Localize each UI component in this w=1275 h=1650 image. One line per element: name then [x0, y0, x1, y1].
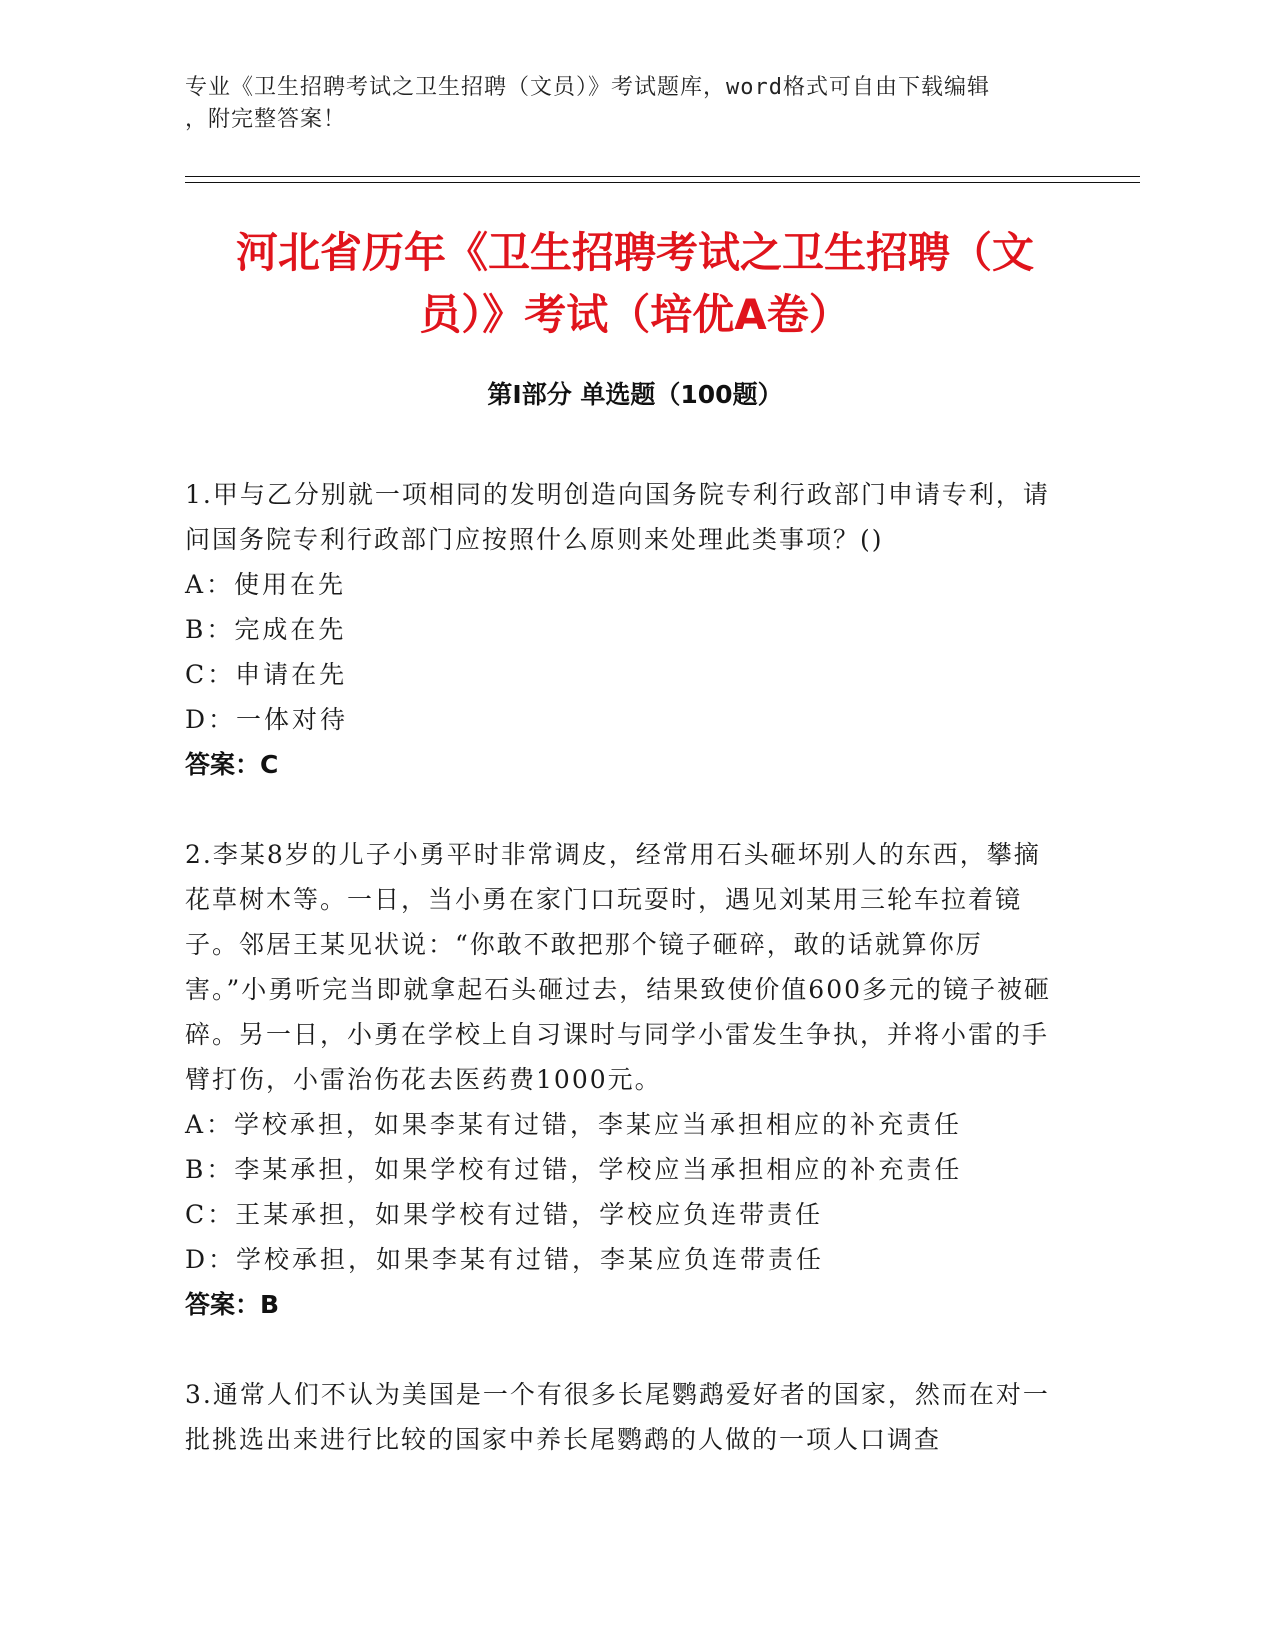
option-d: D：一体对待 [185, 705, 349, 734]
title-line-1: 河北省历年《卫生招聘考试之卫生招聘（文 [235, 228, 1034, 277]
option-b: B：完成在先 [185, 615, 347, 644]
question-text: 1.甲与乙分别就一项相同的发明创造向国务院专利行政部门申请专利，请问国务院专利行政部门应按照什么原则来处理此类事项？() [185, 480, 1050, 554]
title-line-2: 员）》考试（培优A卷） [419, 290, 851, 339]
header-divider-top [185, 176, 1140, 177]
question-2 [185, 832, 1065, 1327]
document-header [185, 72, 1065, 136]
option-c: C：申请在先 [185, 660, 348, 689]
option-a: A：学校承担，如果李某有过错，李某应当承担相应的补充责任 [185, 1110, 963, 1139]
option-d: D：学校承担，如果李某有过错，李某应负连带责任 [185, 1245, 825, 1274]
answer: 答案：C [185, 750, 279, 779]
option-b: B：李某承担，如果学校有过错，学校应当承担相应的补充责任 [185, 1155, 963, 1184]
option-a: A：使用在先 [185, 570, 347, 599]
header-line-2: ，附完整答案！ [185, 107, 347, 132]
question-1 [185, 472, 1065, 787]
question-text: 3.通常人们不认为美国是一个有很多长尾鹦鹉爱好者的国家，然而在对一批挑选出来进行比较的国家中养长尾鹦鹉的人做的一项人口调查 [185, 1380, 1050, 1454]
section-title: 第Ⅰ部分 单选题（100题） [487, 380, 783, 409]
question-3 [185, 1372, 1065, 1462]
answer: 答案：B [185, 1290, 280, 1319]
option-c: C：王某承担，如果学校有过错，学校应负连带责任 [185, 1200, 824, 1229]
header-divider-bottom [185, 182, 1140, 183]
question-text: 2.李某8岁的儿子小勇平时非常调皮，经常用石头砸坏别人的东西，攀摘花草树木等。一日，当小勇在家门口玩耍时，遇见刘某用三轮车拉着镜子。邻居王某见状说：“你敢不敢把那个镜子砸碎，敢的话就算你厉害。”小勇听完当即就拿起石头砸过去，结果致使价值600多元的镜子被砸碎。另一日，小勇在学校上自习课时与同学小雷发生争执，并将小雷的手臂打伤，小雷治伤花去医药费1000元。 [185, 840, 1052, 1094]
question-list [185, 472, 1065, 1507]
header-line-1: 专业《卫生招聘考试之卫生招聘（文员）》考试题库，word格式可自由下载编辑 [185, 75, 990, 100]
document-title [185, 222, 1085, 346]
